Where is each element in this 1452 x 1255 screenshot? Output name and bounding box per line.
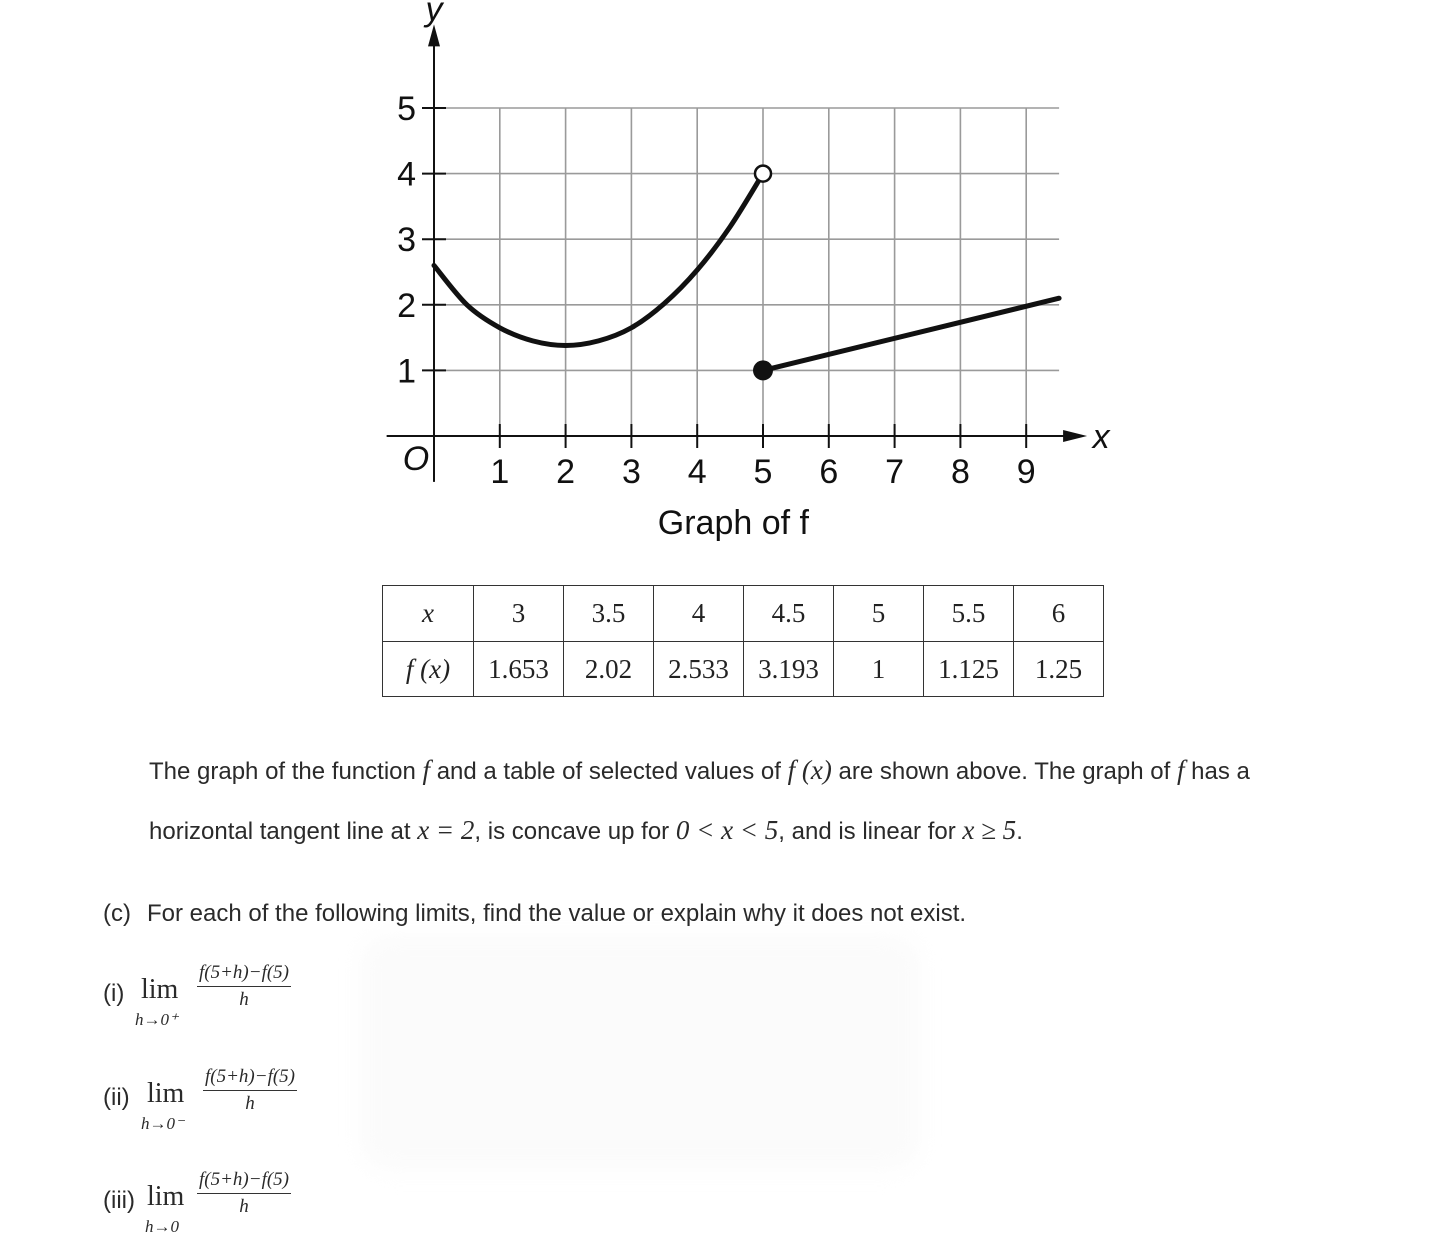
- curve-segment-left: [434, 174, 763, 346]
- numerator: f(5+h)−f(5): [197, 962, 291, 987]
- labels: [397, 0, 1111, 542]
- table-row-fx: [383, 642, 1104, 697]
- text: are shown above. The graph of: [831, 758, 1177, 785]
- text: , and is linear for: [778, 818, 963, 845]
- part-text: For each of the following limits, find the value or explain why it does not exist.: [146, 900, 967, 927]
- x-tick-label: 3: [621, 453, 641, 491]
- ticks: [422, 108, 1026, 448]
- y-tick-label: 2: [397, 286, 416, 325]
- x-axis-label: x: [1092, 418, 1110, 456]
- math: f: [422, 755, 431, 785]
- math: 0 < x < 5: [675, 815, 779, 845]
- math: f: [1176, 755, 1185, 785]
- text: , is concave up for: [474, 818, 676, 845]
- text: The graph of the function: [149, 758, 423, 785]
- table-cell: 5: [834, 586, 924, 642]
- y-tick-label: 5: [397, 90, 416, 128]
- x-tick-label: 1: [490, 453, 510, 491]
- table-header-fx: f (x): [383, 642, 474, 697]
- text: horizontal tangent line at: [149, 818, 418, 845]
- lim-word: lim: [141, 974, 179, 1005]
- x-axis-arrow: [1063, 430, 1087, 442]
- numerator: f(5+h)−f(5): [197, 1169, 291, 1194]
- table-cell: 5.5: [924, 586, 1014, 642]
- limit-ii: [103, 1066, 403, 1142]
- lim-subscript: h→0⁺: [135, 1010, 178, 1029]
- x-tick-label: 9: [1016, 453, 1036, 491]
- lim-word: lim: [147, 1078, 185, 1109]
- table-cell: 4: [654, 586, 744, 642]
- limit-label: (i): [103, 980, 125, 1007]
- table-cell: 2.533: [654, 642, 744, 697]
- axes: [387, 24, 1087, 482]
- origin-label: O: [402, 440, 430, 478]
- table-cell: 3.5: [564, 586, 654, 642]
- paragraph-line-2: [149, 815, 1023, 846]
- part-c-prompt: [103, 900, 966, 928]
- y-tick-label: 3: [397, 221, 416, 260]
- table-cell: 1: [834, 642, 924, 697]
- x-tick-label: 4: [687, 453, 707, 491]
- fraction: [197, 962, 291, 1011]
- limit-label: (ii): [103, 1084, 130, 1111]
- line-segment-right: [763, 298, 1059, 370]
- open-endpoint: [755, 166, 771, 182]
- numerator: f(5+h)−f(5): [203, 1066, 297, 1091]
- grid: [434, 108, 1059, 436]
- x-tick-label: 5: [753, 453, 773, 491]
- limit-i: [103, 962, 403, 1038]
- part-label: (c): [103, 900, 131, 927]
- lim-word: lim: [147, 1181, 185, 1212]
- y-tick-label: 1: [397, 352, 416, 391]
- denominator: h: [245, 1093, 255, 1114]
- lim-subscript: h→0⁻: [141, 1114, 184, 1133]
- table-cell: 1.653: [474, 642, 564, 697]
- paragraph-line-1: [149, 755, 1250, 786]
- text: and a table of selected values of: [430, 758, 788, 785]
- curves: [434, 166, 1059, 381]
- math: x = 2: [417, 815, 475, 845]
- chart-title: Graph of f: [657, 504, 809, 542]
- table-row-x: [383, 586, 1104, 642]
- x-tick-label: 7: [885, 453, 905, 491]
- table-cell: 3: [474, 586, 564, 642]
- table-header-x: x: [383, 586, 474, 642]
- table-cell: 4.5: [744, 586, 834, 642]
- fraction: [197, 1169, 291, 1218]
- text: has a: [1184, 758, 1250, 785]
- text: .: [1016, 818, 1023, 845]
- y-axis-label: y: [425, 0, 443, 29]
- math: x ≥ 5: [962, 815, 1017, 845]
- closed-endpoint: [753, 360, 773, 380]
- fraction: [203, 1066, 297, 1115]
- lim-subscript: h→0: [145, 1217, 179, 1236]
- table-cell: 2.02: [564, 642, 654, 697]
- table-cell: 1.25: [1014, 642, 1104, 697]
- x-tick-label: 2: [556, 453, 576, 491]
- limit-label: (iii): [103, 1187, 135, 1214]
- graph-of-f: [0, 0, 1452, 560]
- denominator: h: [239, 989, 249, 1010]
- table-cell: 1.125: [924, 642, 1014, 697]
- math: f (x): [787, 755, 832, 785]
- table-cell: 6: [1014, 586, 1104, 642]
- x-tick-label: 6: [819, 453, 839, 491]
- x-tick-label: 8: [950, 453, 970, 491]
- denominator: h: [239, 1196, 249, 1217]
- y-tick-label: 4: [397, 155, 416, 194]
- blurred-region: [360, 935, 920, 1170]
- table-cell: 3.193: [744, 642, 834, 697]
- values-table: [382, 585, 1104, 697]
- limit-iii: [103, 1169, 403, 1245]
